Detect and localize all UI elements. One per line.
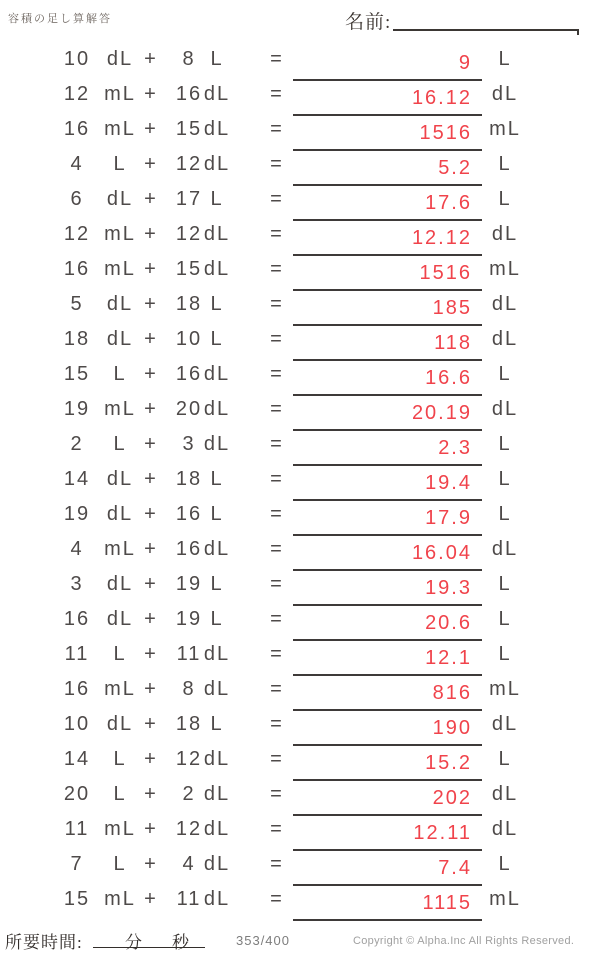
answer-blank-line	[293, 675, 482, 711]
answer-blank-line	[293, 360, 482, 396]
equals-sign: =	[270, 538, 284, 560]
equals-sign: =	[270, 433, 284, 455]
operand2-unit: L	[210, 328, 224, 350]
answer-value: 16.12	[411, 87, 472, 109]
answer-unit: L	[498, 433, 512, 455]
equals-sign: =	[270, 363, 284, 385]
operand2-value: 15	[175, 258, 203, 280]
problem-row	[0, 430, 600, 465]
equals-sign: =	[270, 643, 284, 665]
problem-row	[0, 325, 600, 360]
answer-unit: L	[498, 503, 512, 525]
operand1-value: 15	[63, 888, 91, 910]
answer-blank-line	[293, 45, 482, 81]
answer-blank-line	[293, 640, 482, 676]
operand1-value: 4	[70, 538, 84, 560]
copyright-text: Copyright © Alpha.Inc All Rights Reserved.	[353, 935, 575, 947]
equals-sign: =	[270, 398, 284, 420]
problem-row	[0, 80, 600, 115]
answer-unit: dL	[491, 538, 519, 560]
answer-unit: dL	[491, 398, 519, 420]
plus-sign: +	[144, 538, 158, 560]
operand1-unit: dL	[106, 468, 134, 490]
equals-sign: =	[270, 188, 284, 210]
operand2-unit: L	[210, 188, 224, 210]
operand1-value: 11	[64, 818, 90, 840]
operand2-unit: dL	[203, 538, 231, 560]
equals-sign: =	[270, 328, 284, 350]
operand1-value: 19	[63, 398, 91, 420]
operand1-unit: mL	[104, 258, 136, 280]
operand2-value: 16	[175, 503, 203, 525]
answer-unit: dL	[491, 293, 519, 315]
time-required-label: 所要時間:	[5, 933, 83, 952]
operand1-value: 14	[63, 468, 91, 490]
plus-sign: +	[144, 678, 158, 700]
operand2-unit: L	[210, 608, 224, 630]
operand2-value: 12	[175, 223, 203, 245]
operand1-unit: L	[113, 363, 127, 385]
equals-sign: =	[270, 468, 284, 490]
operand2-value: 12	[175, 818, 203, 840]
operand1-value: 7	[70, 853, 84, 875]
operand1-unit: mL	[104, 398, 136, 420]
answer-blank-line	[293, 780, 482, 816]
equals-sign: =	[270, 818, 284, 840]
problem-row	[0, 535, 600, 570]
operand2-value: 11	[176, 888, 202, 910]
operand2-value: 12	[175, 748, 203, 770]
problem-row	[0, 290, 600, 325]
answer-value: 17.9	[425, 507, 472, 529]
answer-blank-line	[293, 290, 482, 326]
answer-unit: L	[498, 748, 512, 770]
operand1-value: 4	[70, 153, 84, 175]
answer-unit: dL	[491, 818, 519, 840]
equals-sign: =	[270, 888, 284, 910]
name-line-end-tick	[577, 29, 579, 35]
answer-unit: L	[498, 188, 512, 210]
operand2-unit: dL	[203, 853, 231, 875]
operand2-unit: dL	[203, 888, 231, 910]
operand1-value: 12	[63, 223, 91, 245]
operand1-unit: dL	[106, 293, 134, 315]
operand1-value: 6	[70, 188, 84, 210]
operand2-value: 4	[182, 853, 196, 875]
equals-sign: =	[270, 503, 284, 525]
operand2-unit: L	[210, 573, 224, 595]
answer-blank-line	[293, 885, 482, 921]
plus-sign: +	[144, 48, 158, 70]
operand2-unit: dL	[203, 398, 231, 420]
operand1-value: 10	[63, 713, 91, 735]
problem-row	[0, 710, 600, 745]
equals-sign: =	[270, 853, 284, 875]
worksheet-title: 容積の足し算解答	[8, 13, 112, 25]
operand2-value: 8	[182, 48, 196, 70]
operand2-value: 16	[175, 83, 203, 105]
operand1-value: 5	[70, 293, 84, 315]
equals-sign: =	[270, 783, 284, 805]
name-blank-line	[393, 29, 579, 31]
operand2-value: 2	[182, 783, 196, 805]
problem-row	[0, 500, 600, 535]
operand1-unit: mL	[104, 538, 136, 560]
answer-blank-line	[293, 325, 482, 361]
answer-blank-line	[293, 535, 482, 571]
answer-value: 17.6	[425, 192, 472, 214]
operand1-value: 3	[70, 573, 84, 595]
problem-row	[0, 570, 600, 605]
operand2-value: 15	[175, 118, 203, 140]
operand2-value: 8	[182, 678, 196, 700]
problem-row	[0, 220, 600, 255]
answer-unit: L	[498, 48, 512, 70]
plus-sign: +	[144, 468, 158, 490]
problem-row	[0, 465, 600, 500]
problem-row	[0, 815, 600, 850]
operand1-unit: dL	[106, 48, 134, 70]
operand2-unit: L	[210, 293, 224, 315]
operand1-value: 16	[63, 608, 91, 630]
equals-sign: =	[270, 223, 284, 245]
operand1-unit: L	[113, 748, 127, 770]
answer-unit: dL	[491, 223, 519, 245]
answer-blank-line	[293, 430, 482, 466]
operand1-unit: mL	[104, 678, 136, 700]
answer-unit: mL	[489, 118, 521, 140]
operand1-unit: dL	[106, 503, 134, 525]
answer-value: 20.19	[411, 402, 472, 424]
operand2-unit: dL	[203, 223, 231, 245]
operand1-value: 19	[63, 503, 91, 525]
operand1-unit: mL	[104, 223, 136, 245]
answer-unit: L	[498, 608, 512, 630]
operand2-value: 19	[175, 608, 203, 630]
plus-sign: +	[144, 188, 158, 210]
operand1-unit: mL	[104, 83, 136, 105]
operand2-value: 11	[176, 643, 202, 665]
operand1-value: 20	[63, 783, 91, 805]
answer-blank-line	[293, 255, 482, 291]
answer-unit: dL	[491, 83, 519, 105]
operand1-value: 16	[63, 258, 91, 280]
answer-unit: L	[498, 573, 512, 595]
answer-unit: L	[498, 153, 512, 175]
operand2-unit: dL	[203, 83, 231, 105]
operand1-unit: mL	[104, 888, 136, 910]
operand1-unit: mL	[104, 818, 136, 840]
operand2-value: 17	[175, 188, 203, 210]
answer-blank-line	[293, 220, 482, 256]
operand1-value: 10	[63, 48, 91, 70]
operand2-unit: dL	[203, 363, 231, 385]
answer-blank-line	[293, 815, 482, 851]
answer-unit: dL	[491, 328, 519, 350]
operand1-unit: dL	[106, 188, 134, 210]
answer-value: 12.1	[425, 647, 472, 669]
problem-row	[0, 255, 600, 290]
operand2-unit: L	[210, 468, 224, 490]
answer-unit: mL	[489, 678, 521, 700]
answer-unit: L	[498, 363, 512, 385]
page-progress: 353/400	[236, 933, 290, 948]
plus-sign: +	[144, 573, 158, 595]
plus-sign: +	[144, 363, 158, 385]
problem-row	[0, 885, 600, 920]
plus-sign: +	[144, 608, 158, 630]
operand2-unit: dL	[203, 643, 231, 665]
operand1-unit: dL	[106, 573, 134, 595]
answer-value: 12.11	[413, 822, 472, 844]
plus-sign: +	[144, 783, 158, 805]
problem-row	[0, 745, 600, 780]
operand1-unit: dL	[106, 608, 134, 630]
operand2-value: 16	[175, 538, 203, 560]
answer-blank-line	[293, 745, 482, 781]
answer-value: 9	[458, 52, 472, 74]
operand2-value: 18	[175, 713, 203, 735]
operand2-unit: dL	[203, 258, 231, 280]
operand2-value: 16	[175, 363, 203, 385]
problem-row	[0, 395, 600, 430]
operand1-unit: dL	[106, 713, 134, 735]
answer-blank-line	[293, 850, 482, 886]
equals-sign: =	[270, 48, 284, 70]
equals-sign: =	[270, 713, 284, 735]
equals-sign: =	[270, 678, 284, 700]
problem-row	[0, 605, 600, 640]
operand2-unit: L	[210, 48, 224, 70]
answer-blank-line	[293, 395, 482, 431]
operand1-value: 16	[63, 678, 91, 700]
problem-row	[0, 185, 600, 220]
operand1-unit: L	[113, 153, 127, 175]
plus-sign: +	[144, 118, 158, 140]
plus-sign: +	[144, 888, 158, 910]
operand2-unit: dL	[203, 118, 231, 140]
operand2-unit: dL	[203, 433, 231, 455]
problem-row	[0, 45, 600, 80]
operand1-unit: mL	[104, 118, 136, 140]
answer-unit: dL	[491, 713, 519, 735]
plus-sign: +	[144, 433, 158, 455]
operand2-unit: dL	[203, 678, 231, 700]
operand2-value: 3	[182, 433, 196, 455]
operand1-unit: L	[113, 853, 127, 875]
operand1-unit: L	[113, 643, 127, 665]
plus-sign: +	[144, 258, 158, 280]
operand1-value: 16	[63, 118, 91, 140]
answer-unit: mL	[489, 258, 521, 280]
minutes-label: 分	[125, 933, 142, 952]
operand1-unit: L	[113, 433, 127, 455]
answer-value: 185	[432, 297, 472, 319]
plus-sign: +	[144, 643, 158, 665]
plus-sign: +	[144, 153, 158, 175]
plus-sign: +	[144, 748, 158, 770]
answer-unit: L	[498, 853, 512, 875]
answer-unit: mL	[489, 888, 521, 910]
operand1-value: 2	[70, 433, 84, 455]
operand1-value: 14	[63, 748, 91, 770]
equals-sign: =	[270, 608, 284, 630]
operand2-unit: dL	[203, 783, 231, 805]
plus-sign: +	[144, 818, 158, 840]
operand2-value: 18	[175, 468, 203, 490]
operand1-unit: dL	[106, 328, 134, 350]
operand2-value: 12	[175, 153, 203, 175]
answer-blank-line	[293, 465, 482, 501]
operand2-unit: dL	[203, 748, 231, 770]
answer-blank-line	[293, 150, 482, 186]
answer-value: 20.6	[425, 612, 472, 634]
answer-value: 16.6	[425, 367, 472, 389]
operand1-value: 18	[63, 328, 91, 350]
operand2-unit: dL	[203, 153, 231, 175]
problem-row	[0, 850, 600, 885]
answer-value: 816	[432, 682, 472, 704]
equals-sign: =	[270, 153, 284, 175]
operand2-value: 10	[175, 328, 203, 350]
plus-sign: +	[144, 223, 158, 245]
answer-value: 12.12	[411, 227, 472, 249]
answer-blank-line	[293, 570, 482, 606]
answer-value: 7.4	[438, 857, 472, 879]
plus-sign: +	[144, 713, 158, 735]
problem-row	[0, 640, 600, 675]
problem-row	[0, 780, 600, 815]
equals-sign: =	[270, 258, 284, 280]
footer	[0, 924, 600, 957]
answer-value: 16.04	[411, 542, 472, 564]
answer-blank-line	[293, 80, 482, 116]
operand1-value: 15	[63, 363, 91, 385]
operand2-value: 19	[175, 573, 203, 595]
answer-blank-line	[293, 185, 482, 221]
operand2-value: 20	[175, 398, 203, 420]
plus-sign: +	[144, 293, 158, 315]
operand2-unit: L	[210, 503, 224, 525]
answer-value: 1516	[419, 262, 472, 284]
plus-sign: +	[144, 398, 158, 420]
problem-row	[0, 675, 600, 710]
problem-row	[0, 115, 600, 150]
equals-sign: =	[270, 118, 284, 140]
operand1-value: 11	[64, 643, 90, 665]
seconds-label: 秒	[172, 933, 189, 952]
operand2-unit: dL	[203, 818, 231, 840]
plus-sign: +	[144, 328, 158, 350]
plus-sign: +	[144, 503, 158, 525]
answer-value: 1115	[422, 892, 472, 914]
answer-blank-line	[293, 710, 482, 746]
answer-value: 190	[432, 717, 472, 739]
answer-value: 118	[434, 332, 472, 354]
equals-sign: =	[270, 573, 284, 595]
answer-value: 1516	[419, 122, 472, 144]
equals-sign: =	[270, 293, 284, 315]
answer-unit: L	[498, 468, 512, 490]
problem-row	[0, 360, 600, 395]
plus-sign: +	[144, 853, 158, 875]
problem-row	[0, 150, 600, 185]
answer-blank-line	[293, 115, 482, 151]
equals-sign: =	[270, 748, 284, 770]
answer-unit: dL	[491, 783, 519, 805]
operand1-value: 12	[63, 83, 91, 105]
answer-unit: L	[498, 643, 512, 665]
answer-value: 19.3	[425, 577, 472, 599]
answer-value: 202	[432, 787, 472, 809]
name-label: 名前:	[345, 12, 392, 33]
answer-value: 19.4	[425, 472, 472, 494]
problems-list	[0, 45, 600, 920]
answer-value: 5.2	[438, 157, 472, 179]
answer-blank-line	[293, 500, 482, 536]
plus-sign: +	[144, 83, 158, 105]
answer-blank-line	[293, 605, 482, 641]
equals-sign: =	[270, 83, 284, 105]
answer-value: 15.2	[425, 752, 472, 774]
operand1-unit: L	[113, 783, 127, 805]
answer-value: 2.3	[438, 437, 472, 459]
operand2-unit: L	[210, 713, 224, 735]
operand2-value: 18	[175, 293, 203, 315]
